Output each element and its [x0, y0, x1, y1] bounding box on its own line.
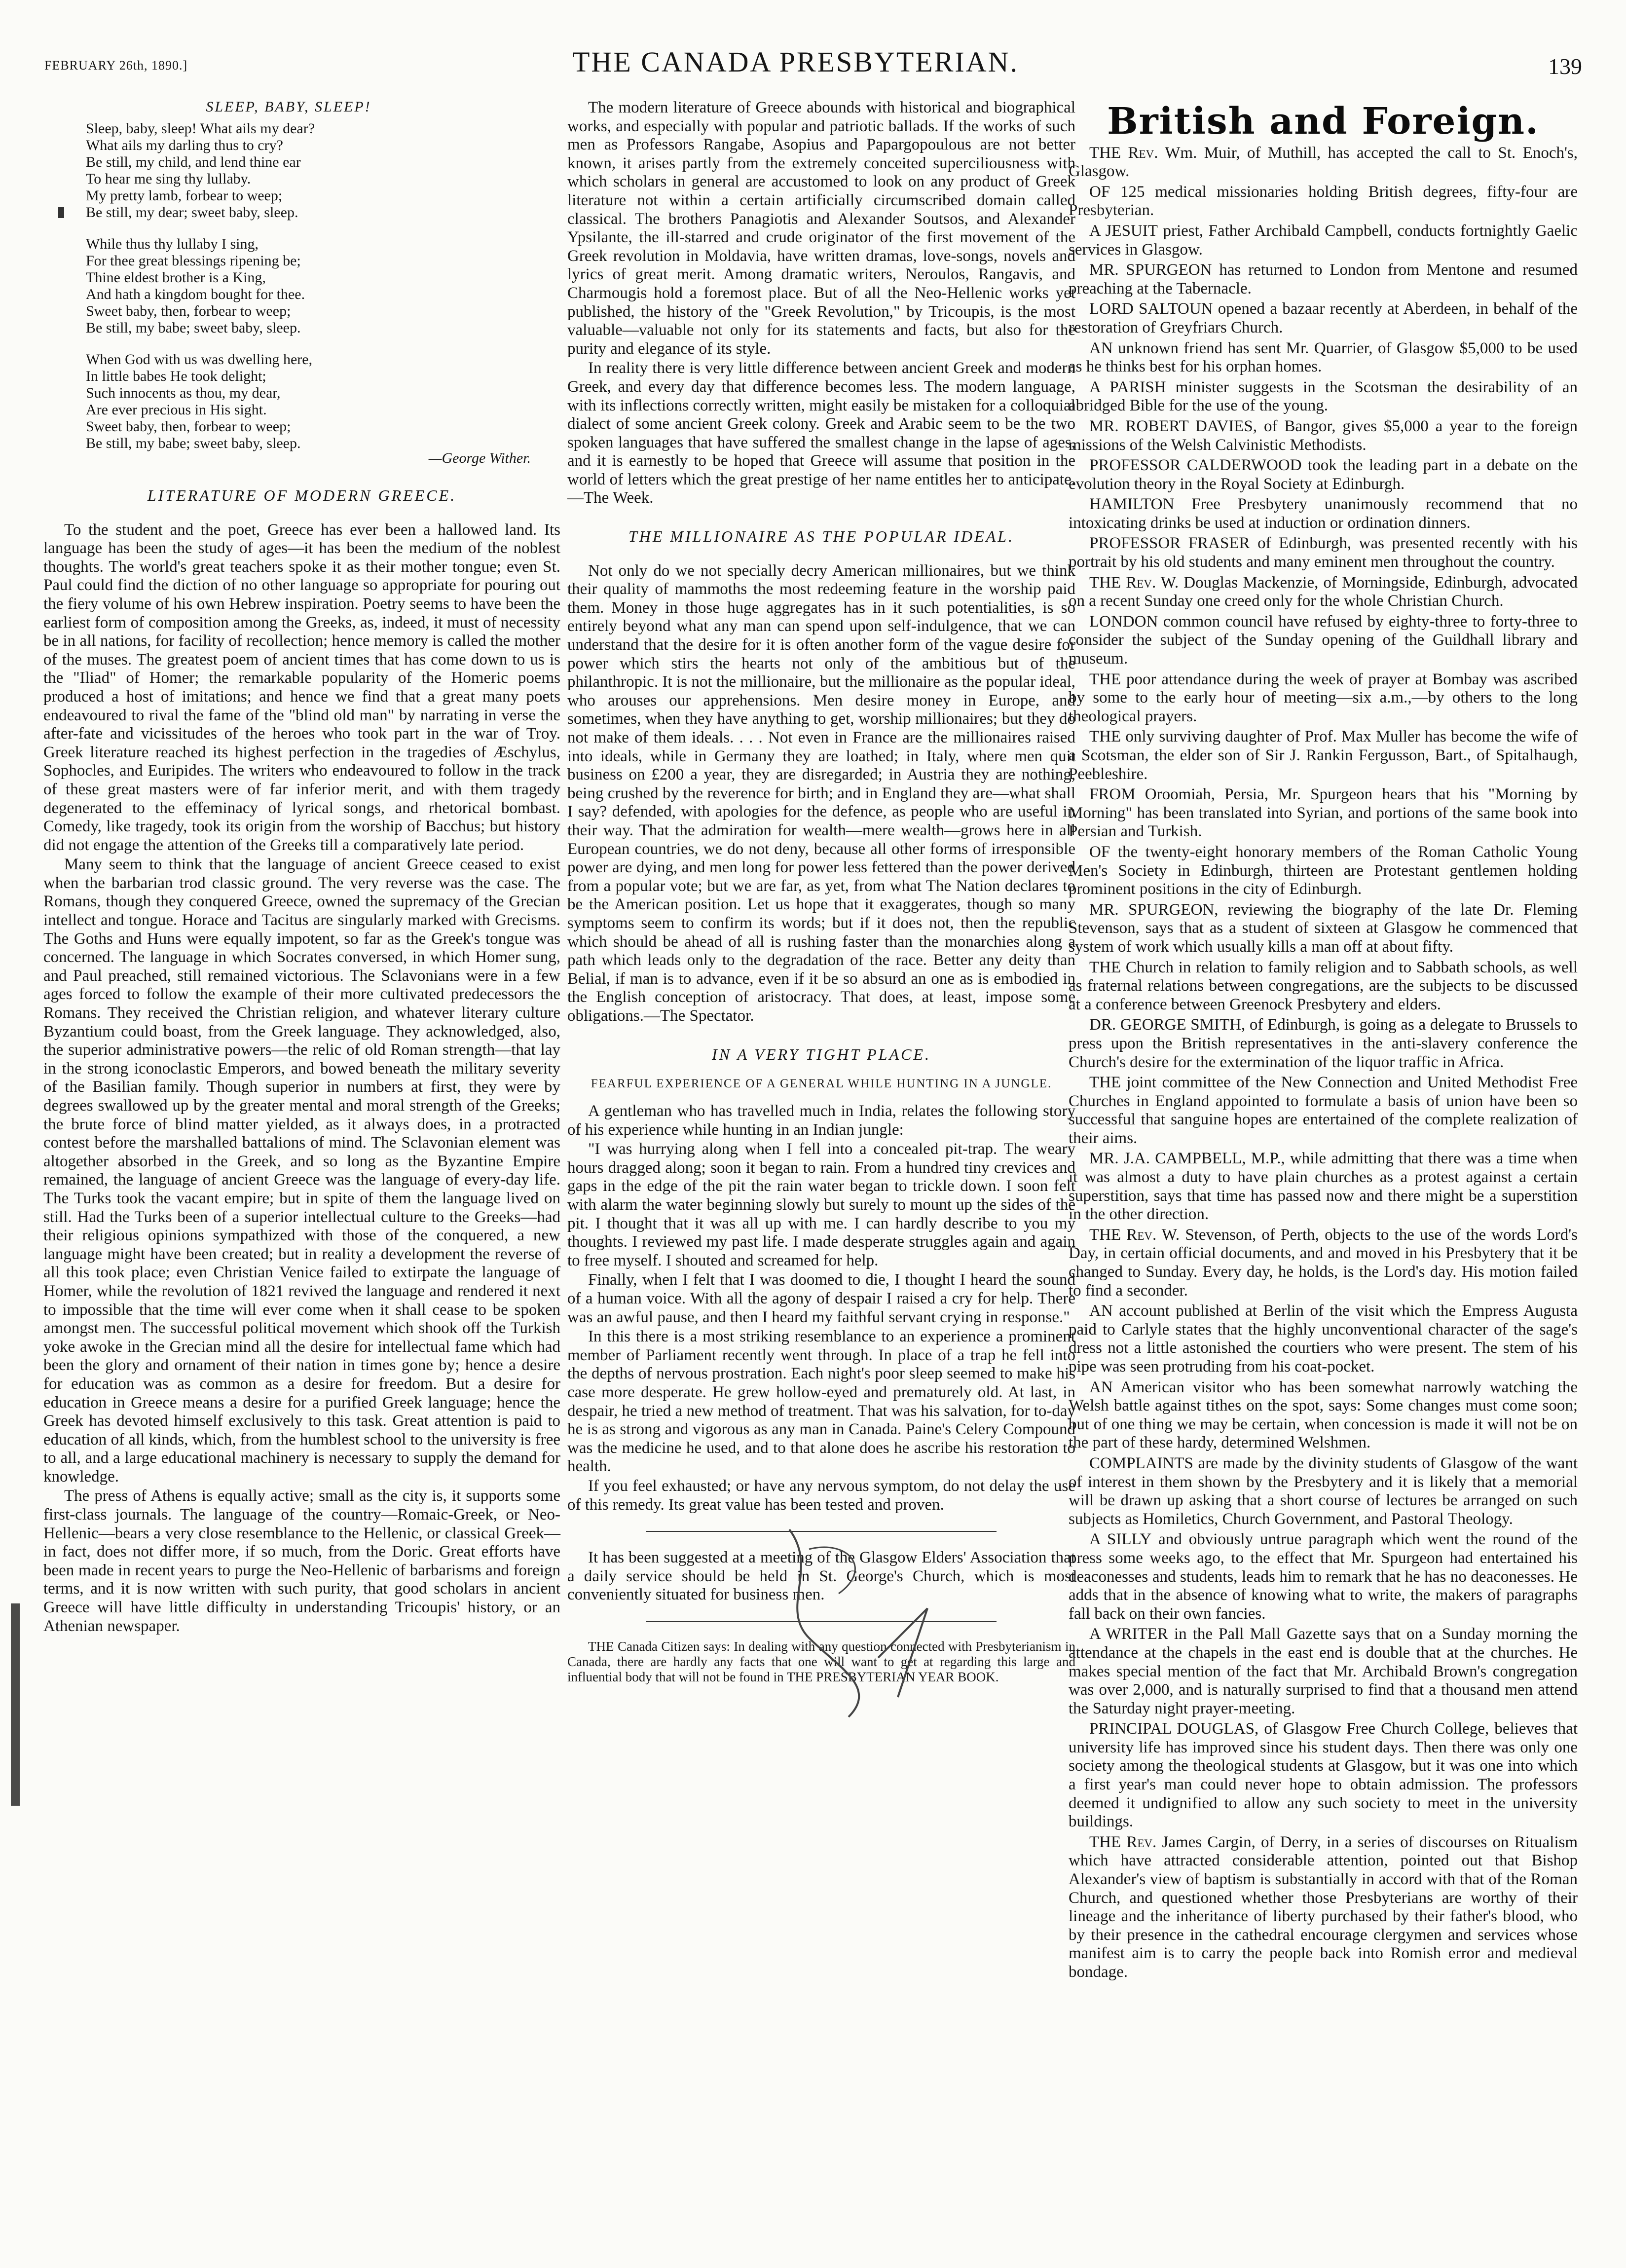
news-item-text: account published at Berlin of the visit which the Empress Augusta paid to Carlyle states that the highly unconventional character of the sage's dress not a little astonished the courtiers who were present. The stem of his pipe was seen protruding from his coat-pocket.: [1069, 1302, 1578, 1376]
article-paragraph: Not only do we not specially decry American millionaires, but we think their quality of mammoths the most redeeming feature in the worship paid them. Money in those huge aggregates has in it such potentialities, is so entirely beyond what any man can spend upon self-indulgence, that we can understand that the desire for it is often another form of the vague desire for power which stirs the hearts not only of the ambitious but of the philanthropic. It is not the millionaire, but the millionaire as the popular ideal, who arouses our apprehensions. Men desire money in Europe, and sometimes, when they have anything to get, worship millionaires; but they do not make of them ideals. . . . Not even in France are the millionaires raised into ideals, while in Germany they are loathed; in Italy, where men quit business on £200 a year, they are disregarded; in Austria they are nothing, being crushed by the reverence for birth; and in England they are—what shall I say? defended, with apologies for the defence, as people who are useful in their way. That the admiration for wealth—mere wealth—grows here in all European countries, we do not deny, because all other forms of irresponsible power are dying, and men long for power less fettered than the power derived from a popular vote; but we are far, as yet, from what The Nation declares to be the American position. Let us hope that it exaggerates, though so many symptoms seem to confirm its words; but if it does not, then the republic which should be ahead of all is rushing faster than the monarchies along a path which leads only to the degradation of the race. Better any deity than Belial, if man is to advance, even if it be so absurd an one as is embodied in the English conception of aristocracy. That does, at least, impose some obligations.—The Spectator.: [567, 561, 1075, 1025]
news-item-text: reviewing the biography of the late Dr. Fleming Stevenson, says that as a student of sixteen at Glasgow he commenced that system of work which usually kills a man off at about fifty.: [1069, 900, 1578, 956]
news-item-text: has returned to London from Mentone and resumed preaching at the Tabernacle.: [1069, 261, 1578, 297]
poem-stanza: While thus thy lullaby I sing, For thee great blessings ripening be; Thine eldest brother is a King, And hath a kingdom bought for thee. Sweet baby, then, forbear to weep; Be still, my babe; sweet baby, sleep.: [86, 236, 305, 336]
news-item-lead: MR. J.A. CAMPBELL, M.P.,: [1089, 1150, 1285, 1168]
news-item: [1069, 183, 1578, 220]
news-item: [1069, 222, 1578, 259]
article-subtitle: FEARFUL EXPERIENCE OF A GENERAL WHILE HUNTING IN A JUNGLE.: [591, 1077, 1052, 1091]
article-paragraph: In this there is a most striking resemblance to an experience a prominent member of Parliament recently went through. In place of a trap he fell into the depths of nervous prostration. Each night's poor sleep seemed to make his case more desperate. He grew hollow-eyed and prematurely old. At last, in despair, he tried a new method of treatment. That was his salvation, for to-day he is as strong and vigorous as any man in Canada. Paine's Celery Compound was the medicine he used, and to that alone does he ascribe his restoration to health.: [567, 1328, 1075, 1476]
news-item-lead: THE Rev.: [1089, 573, 1156, 592]
pencil-scribble: [750, 1510, 1026, 1766]
issue-date: FEBRUARY 26th, 1890.]: [44, 58, 188, 73]
news-item: [1069, 1833, 1578, 1982]
news-item-lead: THE: [1089, 958, 1121, 976]
news-item-lead: A PARISH: [1089, 378, 1166, 396]
news-list: [1069, 144, 1578, 1982]
citizen-note: THE Canada Citizen says: In dealing with any question connected with Presbyterianism in Canada, there are hardly any facts that one will want to get at regarding this large and influential body that will not be found in THE PRESBYTERIAN YEAR BOOK.: [567, 1638, 1075, 1684]
article-paragraph: In reality there is very little difference between ancient Greek and modern Greek, and every day that difference becomes less. The modern language, with its inflections correctly written, might easily be mistaken for a colloquial dialect of some ancient Greek colony. Greek and Arabic seem to be the two spoken languages that have suffered the smallest change in the lapse of ages, and it is earnestly to be hoped that Greece will assume that position in the world of letters which the great prestige of her name entitles her to anticipate.—The Week.: [567, 359, 1075, 507]
news-item-text: of Bangor, gives $5,000 a year to the foreign missions of the Welsh Calvinistic Methodists.: [1069, 417, 1578, 454]
news-item: [1069, 378, 1578, 415]
news-item: [1069, 339, 1578, 376]
news-item: [1069, 261, 1578, 298]
news-item: [1069, 1302, 1578, 1376]
article-title-greece: LITERATURE OF MODERN GREECE.: [147, 486, 457, 504]
glasgow-note: It has been suggested at a meeting of the Glasgow Elders' Association that a daily service should be held in St. George's Church, which is most conveniently situated for business men.: [567, 1549, 1075, 1604]
news-item-text: took the leading part in a debate on the evolution theory in the Royal Society at Edinburgh.: [1069, 456, 1578, 493]
news-item: [1069, 959, 1578, 1014]
news-item-text: the twenty-eight honorary members of the Roman Catholic Young Men's Society in Edinburgh, thirteen are Protestant gentlemen holding prominent positions in the city of Edinburgh.: [1069, 843, 1578, 898]
news-item-text: of Edinburgh, is going as a delegate to Brussels to press upon the British representatives in the anti-slavery conference the Church's desire for the extermination of the liquor traffic in Africa.: [1069, 1016, 1578, 1071]
news-item-lead: MR. SPURGEON,: [1089, 900, 1219, 919]
news-item: [1069, 144, 1578, 181]
article-paragraph: "I was hurrying along when I fell into a concealed pit-trap. The weary hours dragged along; soon it began to rain. From a hundred tiny crevices and gaps in the edge of the pit the rain water began to trickle down. I soon felt with alarm the water beginning slowly but surely to mount up the sides of the pit. I thought that it was all up with me. I can hardly describe to you my thoughts. I reviewed my past life. I made desperate struggles again and again to free myself. I shouted and screamed for help.: [567, 1140, 1075, 1269]
poem-stanza: When God with us was dwelling here, In little babes He took delight; Such innocents as thou, my dear, Are ever precious in His sight. Sweet baby, then, forbear to weep; Be still, my babe; sweet baby, sleep.: [86, 351, 313, 451]
column-right: [1069, 100, 1578, 1984]
news-item-lead: LORD SALTOUN: [1089, 300, 1213, 318]
news-item-text: common council have refused by eighty-three to forty-three to consider the subject of the Sunday opening of the Guildhall library and museum.: [1069, 612, 1578, 668]
news-item: [1069, 785, 1578, 841]
news-item-text: Church in relation to family religion and to Sabbath schools, as well as fraternal relations between congregations, are the subjects to be discussed at a conference between Greenock Presbytery and elders.: [1069, 958, 1578, 1013]
news-item: [1069, 613, 1578, 669]
news-item: [1069, 670, 1578, 726]
news-item: [1069, 1378, 1578, 1452]
column-left: [43, 99, 560, 1636]
article-title-tight-place: IN A VERY TIGHT PLACE.: [712, 1045, 931, 1063]
margin-bar: [11, 1603, 20, 1806]
news-item: [1069, 1625, 1578, 1718]
news-item-text: and obviously untrue paragraph which went the round of the press some weeks ago, to the effect that Mr. Spurgeon had entertained his deaconesses and students, leads him to remark that he has no deaconesses. He adds that in the absence of knowing what to write, the makers of paragraphs fall back on their own fancies.: [1069, 1530, 1578, 1623]
article-title-millionaire: THE MILLIONAIRE AS THE POPULAR IDEAL.: [628, 527, 1015, 546]
news-item: [1069, 1720, 1578, 1831]
poem-attribution: —George Wither.: [428, 450, 531, 466]
news-item: [1069, 1074, 1578, 1148]
news-item-lead: FROM: [1089, 785, 1136, 804]
page-number: 139: [1548, 54, 1582, 79]
article-paragraph: To the student and the poet, Greece has ever been a hallowed land. Its language has been the study of ages—it has been the medium of the noblest thoughts. The world's great teachers spoke it as their mother tongue; even St. Paul could find the diction of no other language so appropriate for pouring out the fiery volume of his own Hebrew inspiration. Poetry seems to have been the earliest form of composition among the Greeks, as, indeed, it must of necessity be in all nations, for facility of recollection; hence memory is called the mother of the muses. The greatest poem of ancient times that has come down to us is the "Iliad" of Homer; the remarkable popularity of the Homeric poems produced a host of imitations; and hence we find that a great many poets endeavoured to rival the fame of the "blind old man" by narrating in verse the after-fate and vicissitudes of the heroes who took part in the war of Troy. Greek literature reached its highest perfection in the tragedies of Æschylus, Sophocles, and Euripides. The writers who endeavoured to follow in the track of these great masters were of far inferior merit, and with them tragedy degenerated to the effeminacy of lyrical songs, and rhetorical bombast. Comedy, like tragedy, took its origin from the worship of Bacchus; but history did not engage the attention of the Greeks till a comparatively late period.: [43, 521, 560, 854]
news-item: [1069, 495, 1578, 532]
news-item-text: W. Stevenson, of Perth, objects to the use of the words Lord's Day, in certain official documents, and and moved in his Presbytery that it be changed to Sunday. Every day, he holds, is the Lord's day. His motion failed to find a seconder.: [1069, 1226, 1578, 1300]
news-item-lead: PROFESSOR CALDERWOOD: [1089, 456, 1302, 475]
news-item: [1069, 534, 1578, 571]
news-item: [1069, 901, 1578, 957]
news-item-lead: MR. SPURGEON: [1089, 261, 1212, 279]
news-item-lead: OF: [1089, 843, 1110, 861]
news-item-lead: HAMILTON: [1089, 495, 1175, 514]
news-item-text: while admitting that there was a time when it was almost a duty to have plain churches as a protest against a certain superstition, says that time has passed now and there might be a superstition in the other direction.: [1069, 1150, 1578, 1224]
news-item-text: of Glasgow Free Church College, believes that university life has improved since his student days. Then there was only one society among the theological students at Glasgow, but it was one into which a first year's man could never hope to obtain admission. The professors deemed it undignified to allow any such society to meet in the university buildings.: [1069, 1720, 1578, 1831]
news-item-lead: OF: [1089, 183, 1110, 201]
news-item-lead: DR. GEORGE SMITH,: [1089, 1016, 1246, 1034]
news-item-lead: THE Rev.: [1089, 1833, 1157, 1851]
news-item-text: are made by the divinity students of Glasgow of the want of interest in them shown by the Presbytery and it is likely that a memorial will be drawn up asking that a short course of lectures be arranged on such subjects as Homiletics, Church Government, and Pastoral Theology.: [1069, 1454, 1578, 1528]
news-item: [1069, 843, 1578, 899]
news-item-lead: THE: [1089, 1074, 1121, 1092]
article-paragraph: A gentleman who has travelled much in India, relates the following story of his experience while hunting in an Indian jungle:: [567, 1102, 1075, 1139]
news-item-lead: MR. ROBERT DAVIES,: [1089, 417, 1257, 435]
news-item-lead: AN: [1089, 1302, 1113, 1320]
poem: [43, 99, 560, 467]
news-item-lead: A JESUIT: [1089, 222, 1158, 240]
news-item: [1069, 456, 1578, 493]
news-item: [1069, 1530, 1578, 1623]
news-item-text: joint committee of the New Connection and United Methodist Free Churches in England appointed to formulate a basis of union have been so successful that sanguine hopes are entertained of the complete realization of their aims.: [1069, 1074, 1578, 1147]
news-item-lead: AN: [1089, 1378, 1113, 1396]
news-item-lead: PROFESSOR FRASER: [1089, 534, 1250, 553]
news-item-text: 125 medical missionaries holding British degrees, fifty-four are Presbyterian.: [1069, 183, 1578, 220]
news-item-text: Wm. Muir, of Muthill, has accepted the call to St. Enoch's, Glasgow.: [1069, 144, 1578, 181]
news-item-lead: THE Rev.: [1089, 144, 1158, 162]
news-item: [1069, 1016, 1578, 1072]
news-item-lead: LONDON: [1089, 612, 1158, 631]
news-item-text: opened a bazaar recently at Aberdeen, in behalf of the restoration of Greyfriars Church.: [1069, 300, 1578, 336]
page-header: [0, 0, 1626, 99]
news-item-lead: THE: [1089, 670, 1121, 688]
news-item-text: James Cargin, of Derry, in a series of discourses on Ritualism which have attracted considerable attention, pointed out that Bishop Alexander's view of baptism is substantially in accord with that of the Roman Church, and questioned whether those Presbyterians are worthy of their lineage and the inheritance of liberty purchased by their father's blood, who by their presence in the cathedral encourage clergymen and services whose manifest aim is to carry the people back into Romish error and medieval bondage.: [1069, 1833, 1578, 1981]
news-item-text: priest, Father Archibald Campbell, conducts fortnightly Gaelic services in Glasgow.: [1069, 222, 1578, 259]
news-item: [1069, 417, 1578, 454]
poem-stanza: Sleep, baby, sleep! What ails my dear? What ails my darling thus to cry? Be still, my child, and lend thine ear To hear me sing thy lullaby. My pretty lamb, forbear to weep; Be still, my dear; sweet baby, sleep.: [86, 120, 315, 221]
news-item-lead: PRINCIPAL DOUGLAS,: [1089, 1720, 1259, 1738]
news-item-text: minister suggests in the Scotsman the desirability of an abridged Bible for the use of the young.: [1069, 378, 1578, 415]
article-paragraph: The press of Athens is equally active; small as the city is, it supports some first-class journals. The language of the country—Romaic-Greek, or Neo-Hellenic—bears a very close resemblance to the Hellenic, or classical Greek—in fact, does not differ more, if so much, from the Doric. Great efforts have been made in recent years to purge the Neo-Hellenic of barbarisms and foreign terms, and it is now written with such purity, that good scholars in ancient Greece will have little difficulty in understanding Tricoupis' history, or an Athenian newspaper.: [43, 1487, 560, 1635]
news-item-text: only surviving daughter of Prof. Max Muller has become the wife of a Scotsman, the elder son of Sir J. Rankin Fergusson, Bart., of Spitalhaugh, Peebleshire.: [1069, 728, 1578, 783]
masthead-title: THE CANADA PRESBYTERIAN.: [572, 46, 1019, 78]
article-paragraph: If you feel exhausted; or have any nervous symptom, do not delay the use of this remedy. Its great value has been tested and proven.: [567, 1477, 1075, 1514]
news-item: [1069, 1454, 1578, 1528]
news-item: [1069, 1150, 1578, 1224]
article-paragraph: Many seem to think that the language of ancient Greece ceased to exist when the barbarian trod classic ground. The very reverse was the case. The Romans, though they conquered Greece, owned the supremacy of the Grecian intellect and tongue. Horace and Tacitus are singularly marked with Grecisms. The Goths and Huns were equally impotent, so far as the Greek's tongue was concerned. The language in which Socrates conversed, in which Homer sung, and Paul preached, still remained victorious. The Sclavonians were in a few ages forced to follow the example of their more cultivated predecessors the Romans. They received the Christian religion, and whatever literary culture Byzantium could boast, from the Greek language. They acknowledged, also, the superior administrative powers—the relic of old Roman strength—that lay in the strong iconoclastic Emperors, and bowed beneath the military severity of the Basilian family. Though superior in numbers at first, they were by degrees swallowed up by the greater mental and moral strength of the Greeks; the brute force of blind matter yielded, as it always does, in a protracted contest before the marshalled battalions of mind. The Sclavonian element was altogether absorbed in the Greek, and so long as the Byzantine Empire remained, the language of ancient Greece was the language of every-day life. The Turks took the vacant empire; but in spite of them the language lived on still. Had the Turks been of a superior intellectual culture to the Greeks—had their religious opinions sympathized with those of the conquered, a new language might have been created; but in reality a development the reverse of all this took place; even Christian Venice failed to extirpate the language of Homer, while the revolution of 1821 revived the language and rendered it next to impossible that the time will ever come when it shall cease to be spoken amongst men. The successful political movement which shook off the Turkish yoke awoke in the Grecian mind all the desire for intellectual fame which had been the glory and ornament of their nation in times gone by; hence a desire for education was as common as a desire for freedom. But a desire for education in Greece means a desire for a purified Greek language; hence the Greek has devoted himself exclusively to this task. Great attention is paid to education of all kinds, which, from the humblest school to the university is free to all, and a large educational machinery is necessary to supply the demand for knowledge.: [43, 855, 560, 1486]
news-item-text: Free Presbytery unanimously recommend that no intoxicating drinks be used at induction or ordination dinners.: [1069, 495, 1578, 532]
section-title-british-foreign: British and Foreign.: [1107, 100, 1539, 143]
news-item-lead: AN: [1089, 339, 1113, 357]
news-item: [1069, 300, 1578, 337]
news-item-lead: THE: [1089, 728, 1121, 746]
news-item-text: in the Pall Mall Gazette says that on a Sunday morning the attendance at the chapels in the east end is double that at the churches. He makes special mention of the fact that Mr. Archibald Brown's congregation was over 2,000, and is naturally surprised to find that a thousand men attend the Saturday night prayer-meeting.: [1069, 1625, 1578, 1717]
news-item: [1069, 574, 1578, 611]
news-item: [1069, 1226, 1578, 1300]
news-item-lead: COMPLAINTS: [1089, 1454, 1193, 1472]
news-item-lead: THE Rev.: [1089, 1226, 1157, 1244]
news-item-text: W. Douglas Mackenzie, of Morningside, Edinburgh, advocated on a recent Sunday one creed only for the whole Christian Church.: [1069, 573, 1578, 610]
news-item-text: Oroomiah, Persia, Mr. Spurgeon hears that his "Morning by Morning" has been translated into Syrian, and portions of the same book into Persian and Turkish.: [1069, 785, 1578, 841]
article-paragraph: Finally, when I felt that I was doomed to die, I thought I heard the sound of a human voice. With all the agony of despair I raised a cry for help. There was an awful pause, and then I heard my faithful servant crying in response.": [567, 1271, 1075, 1326]
article-paragraph: The modern literature of Greece abounds with historical and biographical works, and especially with popular and patriotic ballads. If the works of such men as Professors Rangabe, Asopius and Papargopoulous are not better known, it arises partly from the extremely conceited superciliousness with which scholars in general are accustomed to look on any product of Greek literature not within a certain artificially circumscribed domain called classical. The brothers Panagiotis and Alexander Soutsos, and Alexander Ypsilante, the ill-starred and crude originator of the first movement of the Greek revolution in Moldavia, have written dramas, love-songs, novels and lyrics of great merit. Among dramatic writers, Neroulos, Rangavis, and Charmougis hold a foremost place. But of all the Neo-Hellenic works yet published, the history of the "Greek Revolution," by Tricoupis, is the most valuable—valuable not only for its statements and facts, but also for the purity and elegance of its style.: [567, 99, 1075, 358]
news-item-text: unknown friend has sent Mr. Quarrier, of Glasgow $5,000 to be used as he thinks best for his orphan homes.: [1069, 339, 1578, 376]
news-item-text: poor attendance during the week of prayer at Bombay was ascribed by some to the early hour of meeting—six a.m.,—by others to the long theological prayers.: [1069, 670, 1578, 725]
news-item-lead: A WRITER: [1089, 1625, 1168, 1643]
poem-title: SLEEP, BABY, SLEEP!: [206, 99, 371, 115]
news-item: [1069, 728, 1578, 783]
news-item-text: American visitor who has been somewhat narrowly watching the Welsh battle against tithes on the spot, says: Some changes must come soon; but of one thing we may be certain, when concession is made it will not be on the part of these hardy, determined Welshmen.: [1069, 1378, 1578, 1452]
news-item-lead: A SILLY: [1089, 1530, 1152, 1549]
column-middle: [567, 99, 1075, 1685]
news-item-text: of Edinburgh, was presented recently with his portrait by his old students and many eminent men throughout the country.: [1069, 534, 1578, 571]
